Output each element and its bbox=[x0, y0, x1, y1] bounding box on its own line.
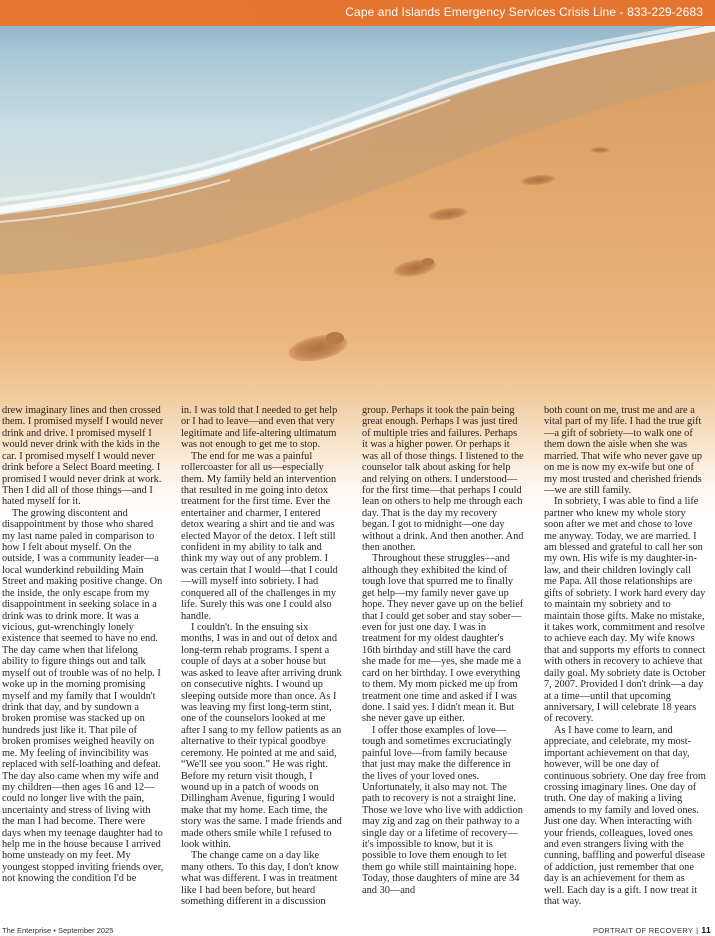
crisis-line-banner bbox=[0, 0, 715, 26]
paragraph: Throughout these struggles—and although they exhibited the kind of tough love that spurred me to finally get help—my family never gave up hope. They never gave up on the belief that I could get sober and stay sober—even for just one day. I was in treatment for my oldest daughter's 16th birthday and still have the card she made for me—yes, she made me a card on her birthday. I owe everything to them. My mom picked me up from treatment one time and asked if I was done. I said yes. I didn't mean it. But she never gave up either. bbox=[362, 553, 524, 725]
article-column-4 bbox=[544, 405, 706, 911]
footer-section bbox=[593, 925, 711, 935]
article-column-3 bbox=[362, 405, 524, 911]
paragraph: The growing discontent and disappointment by those who shared my last name paled in comparison to how I felt about myself. On the outside, I was a community leader—a local wunderkind rebuilding Main Street and making positive change. On the inside, the only escape from my disappointment in seeking solace in a drink was to drink more. It was a vicious, gut-wrenchingly lonely existence that seemed to have no end. The day came when that lifelong ability to figure things out and talk myself out of trouble was of no help. I woke up in the morning promising myself and my family that I wouldn't drink that day, and by sundown a broken promise was stacked up on hundreds just like it. That pile of broken promises weighed heavily on me. My feeling of invincibility was replaced with self-loathing and defeat. The day also came when my wife and my children—then ages 16 and 12—could no longer live with the pain, uncertainty and stress of living with the man I had become. There were days when my teenage daughter had to help me in the house because I arrived home unsteady on my feet. My youngest stopped inviting friends over, not knowing the condition I'd be bbox=[2, 507, 164, 885]
paragraph: in. I was told that I needed to get help or I had to leave—and even that very legitimate and life-altering ultimatum was not enough to get me to stop. bbox=[181, 405, 338, 451]
section-name: PORTRAIT OF RECOVERY bbox=[592, 926, 694, 935]
crisis-line-text: Cape and Islands Emergency Services Crisis Line - 833-229-2683 bbox=[345, 5, 703, 19]
paragraph: I couldn't. In the ensuing six months, I was in and out of detox and long-term rehab programs. I spent a couple of days at a sober house but was asked to leave after arriving drunk on consecutive nights. I wound up sleeping outside more than once. As I was leaving my first long-term stint, one of the counselors looked at me after I sang to my fellow patients as an alternative to their typical goodbye ceremony. He pointed at me and said, “We'll see you soon.” He was right. Before my return visit though, I wound up in a patch of woods on Dillingham Avenue, figuring I would make that my home. Each time, the story was the same. I made friends and made others smile while I refused to look within. bbox=[181, 622, 342, 851]
paragraph: both count on me, trust me and are a vital part of my life. I had the true gift—a gift of sobriety—to walk one of them down the aisle when she was married. That wife who never gave up on me is now my ex-wife but one of my most trusted and cherished friends—we are still family. bbox=[544, 405, 703, 496]
footer-separator: | bbox=[696, 926, 699, 935]
article-column-2 bbox=[181, 405, 343, 911]
footer-publication: The Enterprise • September 2025 bbox=[2, 926, 114, 935]
paragraph: The end for me was a painful rollercoaster for all us—especially them. My family held an intervention that resulted in me going into detox treatment for the first time. Ever the entertainer and charmer, I entered detox wearing a shirt and tie and was elected Mayor of the detox. I left still confident in my ability to talk and think my way out of any problem. I was certain that I would—that I could—will myself into sobriety. I had conquered all of the challenges in my life. Surely this was one I could also handle. bbox=[181, 450, 338, 622]
article-column-1 bbox=[2, 405, 164, 911]
paragraph: I offer those examples of love—tough and sometimes excruciatingly painful love—from family because that just may make the difference in the lives of your loved ones. Unfortunately, it also may not. The path to recovery is not a straight line. Those we love who live with addiction may zig and zag on their pathway to a single day or a lifetime of recovery—it's impossible to know, but it is possible to love them enough to let them go while still maintaining hope. Today, those daughters of mine are 34 and 30—and bbox=[362, 724, 523, 896]
paragraph: group. Perhaps it took the pain being great enough. Perhaps I was just tired of multiple tries and failures. Perhaps it was a higher power. Or perhaps it was all of those things. I listened to the counselor talk about asking for help and relying on others. I understood—for the first time—that perhaps I could lean on others to help me through each day. That is the day my recovery began. I got to midnight—one day without a drink. And then another. And then another. bbox=[362, 405, 524, 554]
paragraph: In sobriety, I was able to find a life partner who knew my whole story soon after we met and chose to love me anyway. Today, we are married. I am blessed and grateful to call her son my own. His wife is my daughter-in-law, and their children lovingly call me Papa. All those relationships are gifts of sobriety. I work hard every day to maintain my sobriety and to maintain those gifts. Make no mistake, it takes work, commitment and resolve to achieve each day. My wife knows that and supports my efforts to connect with others in recovery to achieve that daily goal. My sobriety date is October 7, 2007. Provided I don't drink—a day at a time—until that upcoming anniversary, I will celebrate 18 years of recovery. bbox=[544, 496, 706, 725]
paragraph: As I have come to learn, and appreciate, and celebrate, my most-important achievement on that day, however, will be one day of continuous sobriety. One day free from crossing imaginary lines. One day of truth. One day of making a living amends to my family and loved ones. Just one day. When interacting with your friends, colleagues, loved ones and even strangers living with the cunning, baffling and powerful disease of addiction, just remember that one day is an achievement for them as well. Each day is a gift. I now treat it that way. bbox=[544, 724, 706, 908]
paragraph: drew imaginary lines and then crossed them. I promised myself I would never drink and drive. I promised myself I would never drink with the kids in the car. I promised myself I would never drink before a Select Board meeting. I promised I would never drink at work. Then I did all of those things—and I hated myself for it. bbox=[2, 405, 164, 508]
paragraph: The change came on a day like many others. To this day, I don't know what was different. I was in treatment like I had been before, but heard something different in a discussion bbox=[181, 850, 340, 908]
page-number: 11 bbox=[701, 925, 711, 935]
